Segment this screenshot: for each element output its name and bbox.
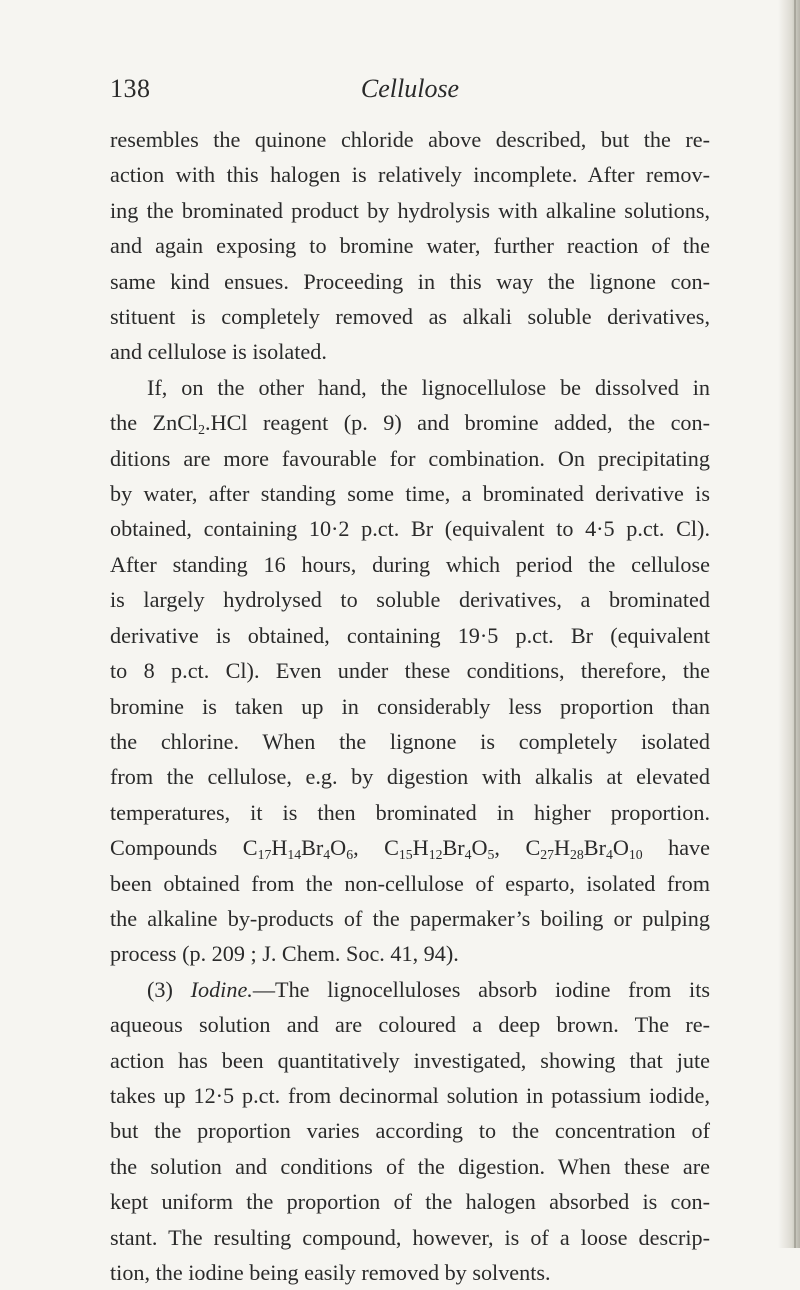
page-edge-line (794, 0, 796, 1248)
section-heading: Iodine. (190, 976, 253, 1002)
text-line: been obtained from the non-cellulose of esparto, isolated from (110, 870, 710, 896)
text-line: to 8 p.ct. Cl). Even under these conditions, therefore, the (110, 658, 710, 684)
text-line: temperatures, it is then brominated in higher proportion. (110, 799, 710, 825)
text-line: and cellulose is isolated. (110, 339, 327, 365)
text-line-compounds: Compounds $C_{17}H_{14}Br_4O_6$, $C_{15}H_{12}Br_4O_5$, $C_{27}H_{28}Br_4O_{10}$ have (110, 835, 710, 863)
text-line: same kind ensues. Proceeding in this way the lignone con- (110, 268, 710, 294)
text-line-heading (110, 972, 710, 1007)
page-header (110, 74, 710, 110)
text-line: aqueous solution and are coloured a deep brown. The re- (110, 1012, 710, 1038)
text-run: Compounds (110, 835, 218, 861)
text-line: stant. The resulting compound, however, is of a loose descrip- (110, 1224, 710, 1250)
text-line: ing the brominated product by hydrolysis with alkaline solutions, (110, 197, 710, 223)
text-line: resembles the quinone chloride above described, but the re- (110, 127, 710, 152)
text-line: kept uniform the proportion of the halogen absorbed is con- (110, 1189, 710, 1215)
chemical-formula-2: $C_{15}H_{12}Br_4O_5$ (384, 835, 495, 863)
text-line: takes up 12·5 p.ct. from decinormal solution in potassium iodide, (110, 1082, 710, 1108)
text-line: action has been quantitatively investigated, showing that jute (110, 1047, 710, 1073)
chemical-formula-3: $C_{27}H_{28}Br_4O_{10}$ (525, 835, 643, 863)
body-text (110, 122, 710, 1290)
text-line: and again exposing to bromine water, further reaction of the (110, 233, 710, 259)
text-line: derivative is obtained, containing 19·5 p.ct. Br (equivalent (110, 622, 710, 648)
text-run: the ZnCl (110, 410, 199, 436)
running-title: Cellulose (360, 74, 460, 103)
text-run: —The lignocelluloses absorb iodine from its (252, 976, 710, 1002)
text-line: by water, after standing some time, a brominated derivative is (110, 481, 710, 507)
text-line: is largely hydrolysed to soluble derivatives, a brominated (110, 587, 710, 613)
text-line: tion, the iodine being easily removed by solvents. (110, 1260, 551, 1285)
paragraph-3 (110, 972, 710, 1290)
text-line: the chlorine. When the lignone is completely isolated (110, 728, 710, 754)
text-line: bromine is taken up in considerably less proportion than (110, 693, 710, 719)
text-line: After standing 16 hours, during which period the cellulose (110, 551, 710, 577)
text-run: have (668, 835, 710, 861)
text-line: from the cellulose, e.g. by digestion with alkalis at elevated (110, 764, 710, 790)
paragraph-1 (110, 122, 710, 370)
page-edge-shadow (778, 0, 800, 1248)
text-line: stituent is completely removed as alkali soluble derivatives, (110, 304, 710, 330)
page-number: 138 (110, 74, 151, 103)
subscript: 2 (198, 422, 206, 438)
paragraph-2 (110, 370, 710, 972)
text-line: If, on the other hand, the lignocellulose be dissolved in (147, 374, 710, 400)
text-run: .HCl reagent (p. 9) and bromine added, the con- (205, 410, 711, 436)
text-line: obtained, containing 10·2 p.ct. Br (equivalent to 4·5 p.ct. Cl). (110, 516, 710, 542)
text-line: but the proportion varies according to the concentration of (110, 1118, 710, 1144)
chemical-formula-1: $C_{17}H_{14}Br_4O_6$ (242, 835, 354, 863)
text-line: process (p. 209 ; J. Chem. Soc. 41, 94). (110, 941, 459, 967)
text-line: the alkaline by-products of the papermaker’s boiling or pulping (110, 905, 710, 931)
text-line-formula (110, 405, 710, 440)
section-number: (3) (147, 976, 173, 1002)
text-line: the solution and conditions of the digestion. When these are (110, 1153, 710, 1179)
text-line: action with this halogen is relatively incomplete. After remov- (110, 162, 710, 188)
text-line: ditions are more favourable for combination. On precipitating (110, 445, 710, 471)
